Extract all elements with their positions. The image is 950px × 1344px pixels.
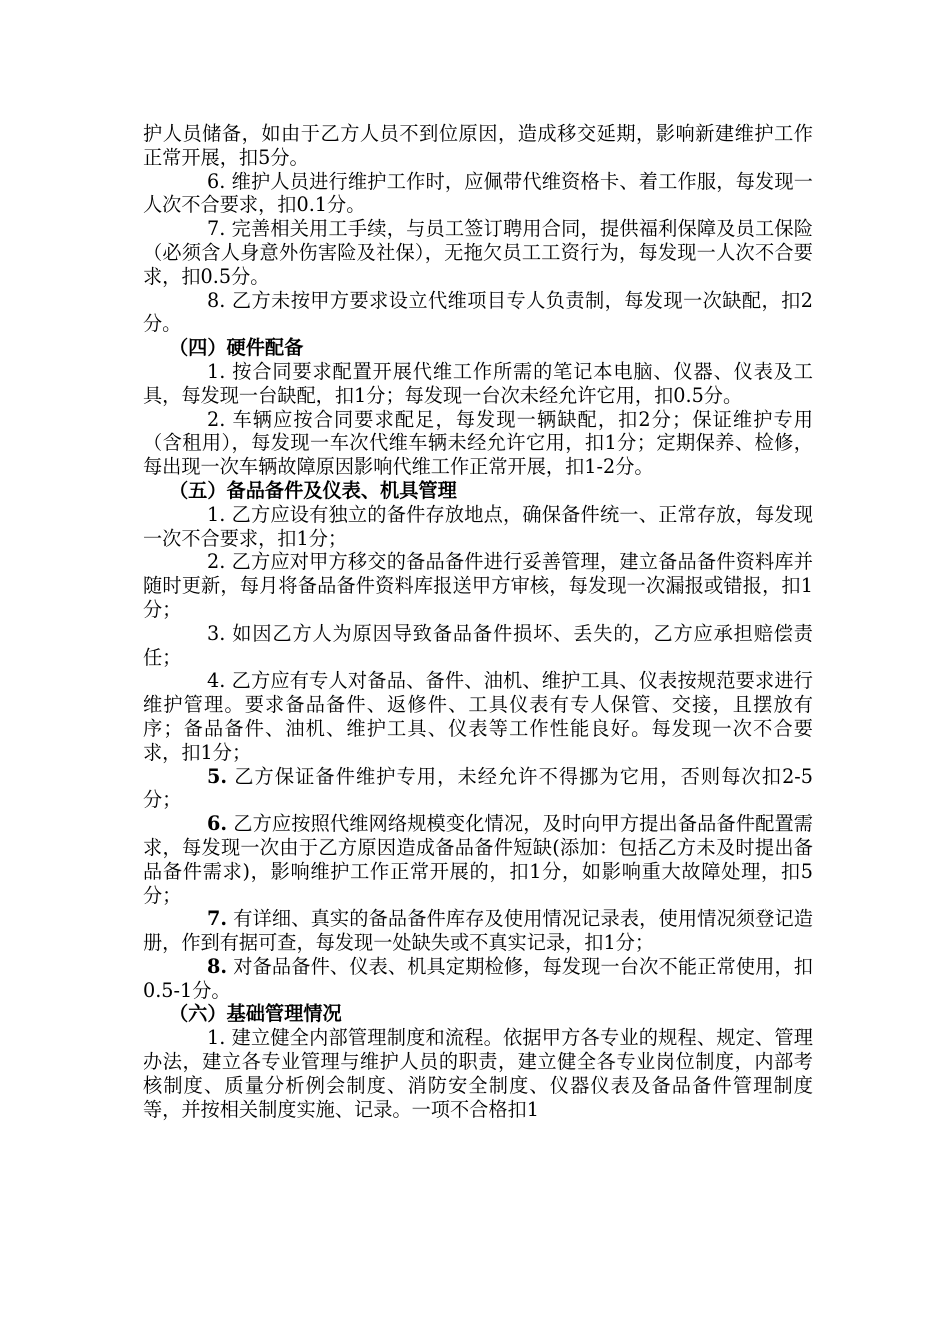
- item-number: 5.: [207, 764, 228, 788]
- paragraph-item: 2. 车辆应按合同要求配足，每发现一辆缺配，扣2分；保证维护专用（含租用），每发现一车次代维车辆未经允许它用，扣1分；定期保养、检修，每出现一次车辆故障原因影响代维工作正常开展，扣1-2分。: [143, 407, 813, 479]
- section-heading: （五）备品备件及仪表、机具管理: [169, 478, 457, 502]
- item-text: 有详细、真实的备品备件库存及使用情况记录表，使用情况须登记造册，作到有据可查，每发现一处缺失或不真实记录，扣1分；: [143, 907, 813, 955]
- item-text: 对备品备件、仪表、机具定期检修，每发现一台次不能正常使用，扣0.5-1分。: [143, 954, 813, 1002]
- paragraph-item: [143, 765, 813, 813]
- paragraph-item: 8. 乙方未按甲方要求设立代维项目专人负责制，每发现一次缺配，扣2分。: [143, 288, 813, 336]
- section-heading: （六）基础管理情况: [169, 1002, 342, 1026]
- section-heading: （四）硬件配备: [169, 336, 304, 360]
- paragraph-item: 7. 完善相关用工手续，与员工签订聘用合同，提供福利保障及员工保险（必须含人身意外伤害险及社保），无拖欠员工工资行为，每发现一人次不合要求，扣0.5分。: [143, 217, 813, 288]
- item-text: 乙方应按照代维网络规模变化情况，及时向甲方提出备品备件配置需求，每发现一次由于乙方原因造成备品备件短缺(添加：包括乙方未及时提出备品备件需求)，影响维护工作正常开展的，扣1分，如影响重大故障处理，扣5分；: [143, 812, 813, 907]
- paragraph-item: 6. 维护人员进行维护工作时，应佩带代维资格卡、着工作服，每发现一人次不合要求，扣0.1分。: [143, 169, 813, 217]
- document-body: [143, 122, 813, 1121]
- paragraph-item: 1. 建立健全内部管理制度和流程。依据甲方各专业的规程、规定、管理办法，建立各专业管理与维护人员的职责，建立健全各专业岗位制度，内部考核制度、质量分析例会制度、消防安全制度、仪器仪表及备品备件管理制度等，并按相关制度实施、记录。一项不合格扣1: [143, 1026, 813, 1121]
- item-number: 6.: [207, 812, 228, 836]
- paragraph-item: 3. 如因乙方人为原因导致备品备件损坏、丢失的，乙方应承担赔偿责任；: [143, 621, 813, 669]
- paragraph-continuation: 护人员储备，如由于乙方人员不到位原因，造成移交延期，影响新建维护工作正常开展，扣5分。: [143, 122, 813, 169]
- paragraph-item: 2. 乙方应对甲方移交的备品备件进行妥善管理，建立备品备件资料库并随时更新，每月将备品备件资料库报送甲方审核，每发现一次漏报或错报，扣1分；: [143, 550, 813, 621]
- paragraph-item: [143, 907, 813, 955]
- item-number: 7.: [207, 907, 228, 931]
- item-text: 乙方保证备件维护专用，未经允许不得挪为它用，否则每次扣2-5分；: [143, 764, 813, 812]
- paragraph-item: 1. 乙方应设有独立的备件存放地点，确保备件统一、正常存放，每发现一次不合要求，扣1分；: [143, 502, 813, 550]
- item-number: 8.: [207, 954, 228, 978]
- paragraph-item: 4. 乙方应有专人对备品、备件、油机、维护工具、仪表按规范要求进行维护管理。要求备品备件、返修件、工具仪表有专人保管、交接，且摆放有序；备品备件、油机、维护工具、仪表等工作性能良好。每发现一次不合要求，扣1分；: [143, 669, 813, 764]
- paragraph-item: [143, 812, 813, 907]
- paragraph-item: 1. 按合同要求配置开展代维工作所需的笔记本电脑、仪器、仪表及工具，每发现一台缺配，扣1分；每发现一台次未经允许它用，扣0.5分。: [143, 359, 813, 407]
- paragraph-item: [143, 955, 813, 1003]
